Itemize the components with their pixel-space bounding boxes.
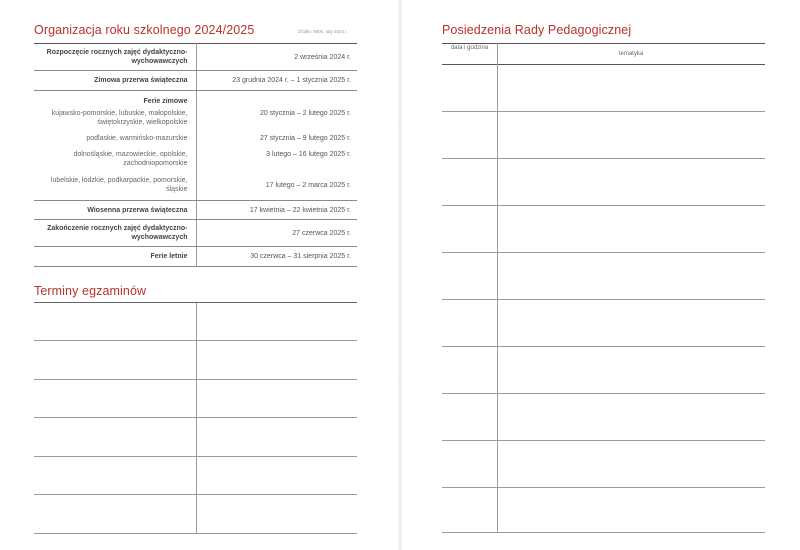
table-row (34, 201, 357, 220)
row-label: lubelskie, łódzkie, podkarpackie, pomorskie, śląskie (34, 171, 196, 201)
table-row-line (442, 252, 765, 253)
table-row (34, 220, 357, 247)
table-row-line (442, 205, 765, 206)
row-date: 23 grudnia 2024 r. – 1 stycznia 2025 r. (196, 71, 357, 91)
table-row (34, 106, 357, 130)
table-row (34, 44, 357, 71)
table-row-line (442, 440, 765, 441)
table-row (34, 71, 357, 91)
grid-line (34, 302, 357, 303)
row-date (196, 91, 357, 106)
row-label: podlaskie, warmińsko-mazurskie (34, 130, 196, 147)
row-date: 17 lutego – 2 marca 2025 r. (196, 171, 357, 201)
row-date: 3 lutego – 16 lutego 2025 r. (266, 150, 351, 158)
table-row-line (442, 158, 765, 159)
row-date: 27 stycznia – 9 lutego 2025 r. (259, 134, 351, 142)
table-row (34, 91, 357, 106)
table-row (34, 171, 357, 201)
table-row-line (442, 346, 765, 347)
council-meetings-table (442, 43, 765, 533)
table-row (34, 247, 357, 267)
table-row-line (442, 299, 765, 300)
row-label: Zakończenie rocznych zajęć dydaktyczno-wychowawczych (34, 220, 196, 247)
row-date: 27 czerwca 2025 r. (196, 220, 357, 247)
table-header (442, 43, 765, 65)
left-page (0, 0, 398, 550)
exam-dates-grid (34, 302, 357, 534)
row-label: Rozpoczęcie rocznych zajęć dydaktyczno-wychowawczych (34, 44, 196, 71)
row-label: Zimowa przerwa świąteczna (34, 71, 196, 91)
exams-title: Terminy egzaminów (34, 284, 147, 298)
grid-line (34, 494, 357, 495)
table-row-line (442, 532, 765, 533)
row-date: 30 czerwca – 31 sierpnia 2025 r. (196, 247, 357, 267)
table-row-line (442, 393, 765, 394)
grid-line (34, 456, 357, 457)
table-row (34, 147, 357, 171)
row-date: 2 września 2024 r. (196, 44, 357, 71)
school-year-table (34, 43, 357, 267)
council-title: Posiedzenia Rady Pedagogicznej (442, 23, 632, 37)
column-header-date: data i godzina (450, 45, 489, 51)
source-note: Źródło: MEN, luty 2024 r. (298, 29, 348, 34)
column-divider (497, 43, 498, 533)
row-label: Wiosenna przerwa świąteczna (34, 201, 196, 220)
grid-line (34, 340, 357, 341)
row-date: 17 kwietnia – 22 kwietnia 2025 r. (196, 201, 357, 220)
grid-line (34, 379, 357, 380)
row-label: dolnośląskie, mazowieckie, opolskie, zachodniopomorskie (34, 147, 196, 171)
row-label: Ferie zimowe (34, 91, 196, 106)
grid-line (34, 533, 357, 534)
row-date: 20 stycznia – 2 lutego 2025 r. (259, 109, 351, 117)
grid-line (34, 417, 357, 418)
school-year-title: Organizacja roku szkolnego 2024/2025 (34, 23, 255, 37)
row-label: kujawsko-pomorskie, lubuskie, małopolskie, świętokrzyskie, wielkopolskie (34, 106, 196, 130)
table-row (34, 130, 357, 147)
table-row-line (442, 111, 765, 112)
row-label: Ferie letnie (34, 247, 196, 267)
column-header-topic: tematyka (618, 51, 644, 57)
table-row-line (442, 487, 765, 488)
